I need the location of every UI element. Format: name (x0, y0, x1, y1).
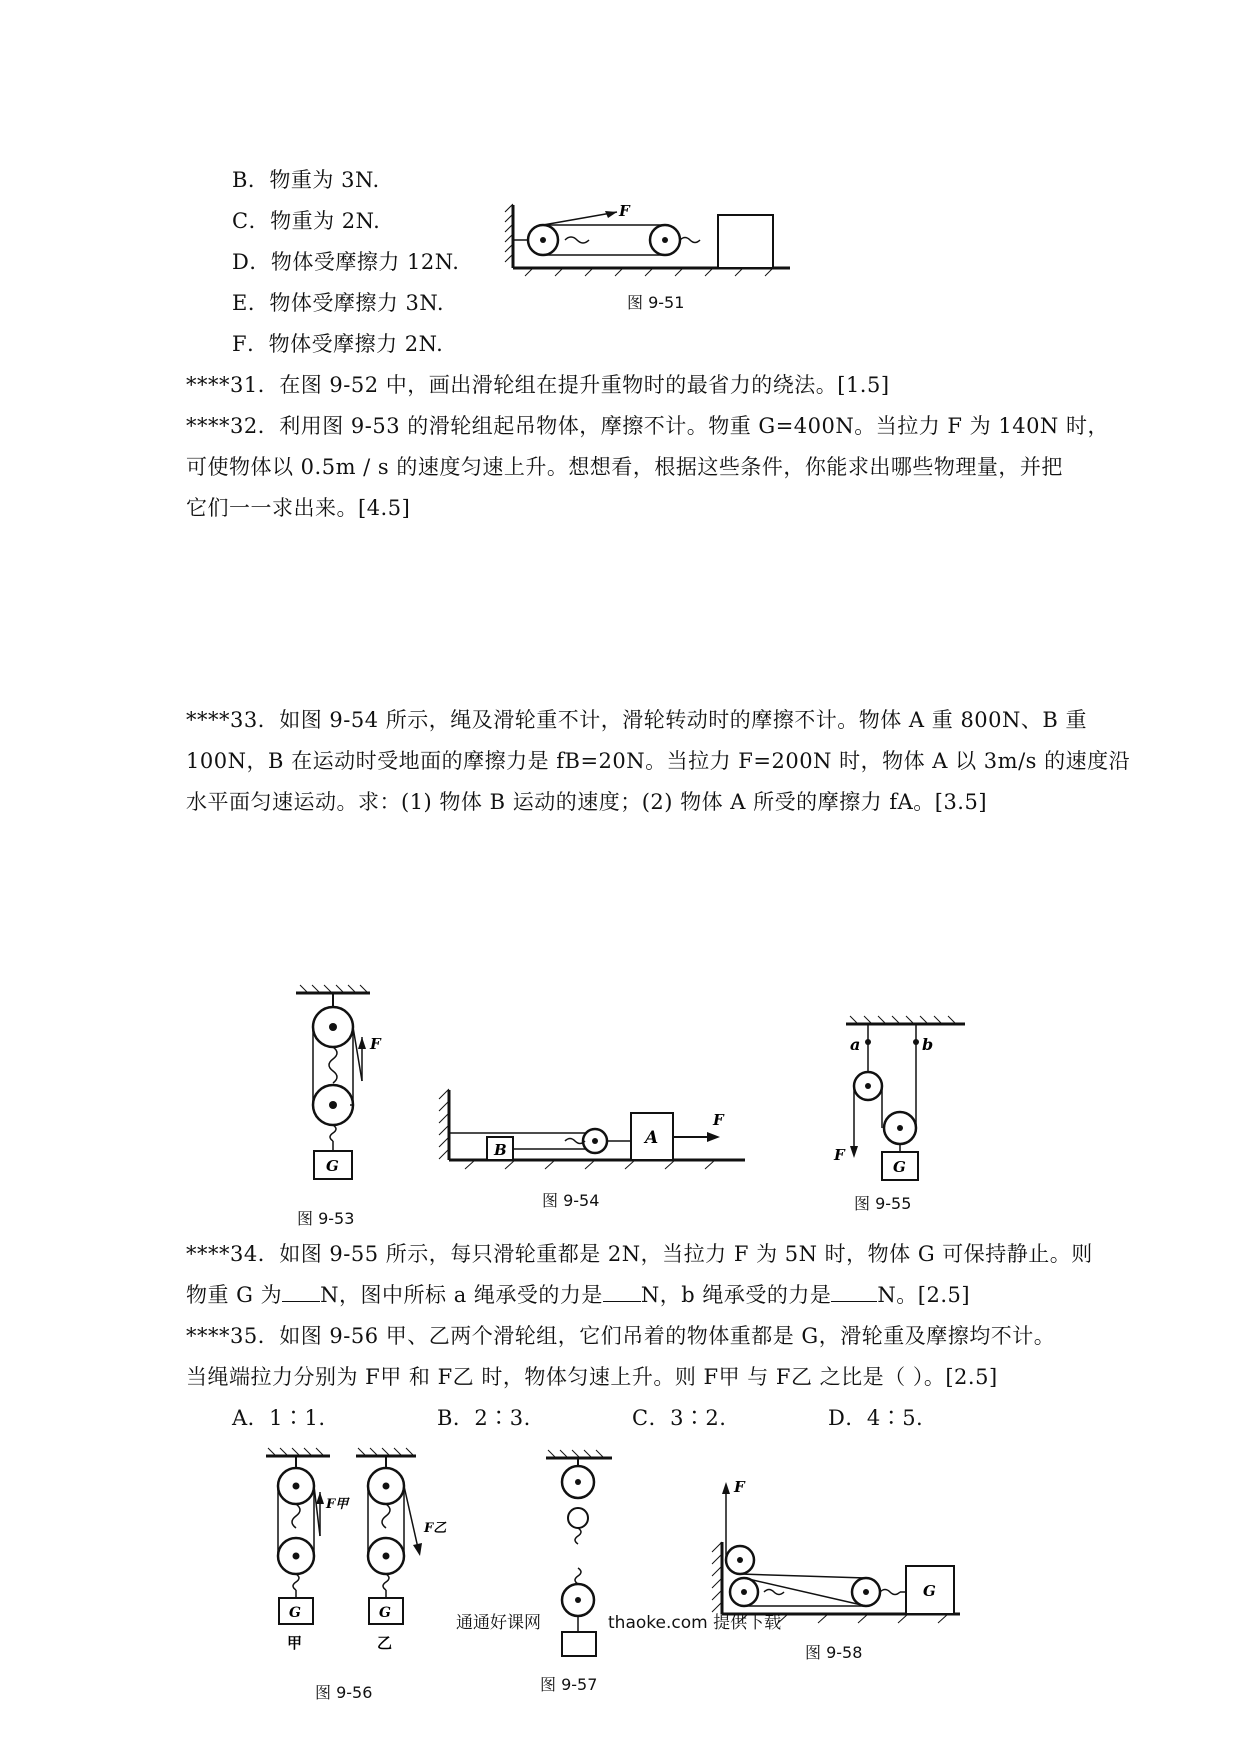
q34-text-c: N，b 绳承受的力是 (640, 1283, 832, 1307)
question-33-line3: 水平面匀速运动。求：(1) 物体 B 运动的速度；(2) 物体 A 所受的摩擦力 fA。[3.5] (186, 790, 988, 814)
label-f-jia: F甲 (326, 1497, 349, 1512)
blank-g[interactable] (282, 1283, 320, 1302)
q35-option-c: C．3∶2. (632, 1406, 727, 1430)
question-35-line2: 当绳端拉力分别为 F甲 和 F乙 时，物体匀速上升。则 F甲 与 F乙 之比是（ ）。[2.5] (186, 1365, 998, 1389)
q34-text-b: N，图中所标 a 绳承受的力是 (320, 1283, 603, 1307)
caption-9-56: 图 9-56 (315, 1683, 373, 1702)
q35-option-a: A．1∶1. (232, 1406, 326, 1430)
question-32-line1: ****32．利用图 9-53 的滑轮组起吊物体，摩擦不计。物重 G=400N。当拉力 F 为 140N 时， (186, 414, 1109, 438)
q34-text-d: N。[2.5] (877, 1283, 971, 1307)
label-b-block: B (494, 1141, 507, 1159)
label-yi: 乙 (377, 1634, 393, 1652)
question-35-line1: ****35．如图 9-56 甲、乙两个滑轮组，它们吊着的物体重都是 G，滑轮重及摩擦均不计。 (186, 1324, 1056, 1348)
caption-9-58: 图 9-58 (805, 1643, 863, 1662)
figure-9-51 (505, 200, 795, 280)
figure-9-53 (290, 985, 400, 1195)
label-g: G (923, 1582, 936, 1600)
caption-9-55: 图 9-55 (854, 1194, 912, 1213)
option-b: B．物重为 3N. (232, 168, 380, 192)
figure-9-54 (435, 1085, 755, 1175)
option-d: D．物体受摩擦力 12N. (232, 250, 460, 274)
watermark-right: thaoke.com 提供下载 (608, 1613, 782, 1633)
label-f: F (619, 202, 630, 220)
label-g: G (326, 1157, 339, 1175)
q35-option-d: D．4∶5. (828, 1406, 924, 1430)
blank-a[interactable] (603, 1283, 641, 1302)
label-f-yi: F乙 (424, 1521, 447, 1536)
q35-option-b: B．2∶3. (437, 1406, 531, 1430)
watermark-left: 通通好课网 (456, 1613, 541, 1633)
caption-9-51: 图 9-51 (627, 293, 685, 312)
question-32-line3: 它们一一求出来。[4.5] (186, 496, 411, 520)
label-f: F (370, 1035, 381, 1053)
label-a-block: A (645, 1128, 659, 1148)
caption-9-57: 图 9-57 (540, 1675, 598, 1694)
figure-9-56 (260, 1448, 450, 1688)
label-jia: 甲 (287, 1634, 303, 1652)
label-g-yi: G (379, 1605, 391, 1621)
question-33-line1: ****33．如图 9-54 所示，绳及滑轮重不计，滑轮转动时的摩擦不计。物体 A 重 800N、B 重 (186, 708, 1088, 732)
option-e: E．物体受摩擦力 3N. (232, 291, 445, 315)
blank-b[interactable] (831, 1283, 877, 1302)
label-f: F (834, 1146, 845, 1164)
question-34-line2 (186, 1279, 970, 1309)
caption-9-54: 图 9-54 (542, 1191, 600, 1210)
label-f: F (713, 1111, 724, 1129)
question-34-line1: ****34．如图 9-55 所示，每只滑轮重都是 2N，当拉力 F 为 5N 时，物体 G 可保持静止。则 (186, 1242, 1093, 1266)
label-a: a (850, 1035, 861, 1054)
q34-text-a: 物重 G 为 (186, 1283, 283, 1307)
question-33-line2: 100N，B 在运动时受地面的摩擦力是 fB=20N。当拉力 F=200N 时，物体 A 以 3m/s 的速度沿 (186, 749, 1131, 773)
option-c: C．物重为 2N. (232, 209, 381, 233)
option-f: F．物体受摩擦力 2N. (232, 332, 444, 356)
label-g-jia: G (289, 1605, 301, 1621)
caption-9-53: 图 9-53 (297, 1209, 355, 1228)
figure-9-55 (820, 1010, 970, 1190)
question-31: ****31．在图 9-52 中，画出滑轮组在提升重物时的最省力的绕法。[1.5] (186, 373, 890, 397)
label-f: F (734, 1478, 745, 1496)
question-32-line2: 可使物体以 0.5m / s 的速度匀速上升。想想看，根据这些条件，你能求出哪些物理量，并把 (186, 455, 1063, 479)
label-b: b (922, 1035, 934, 1054)
label-g: G (893, 1158, 906, 1176)
figure-9-58 (708, 1462, 968, 1632)
